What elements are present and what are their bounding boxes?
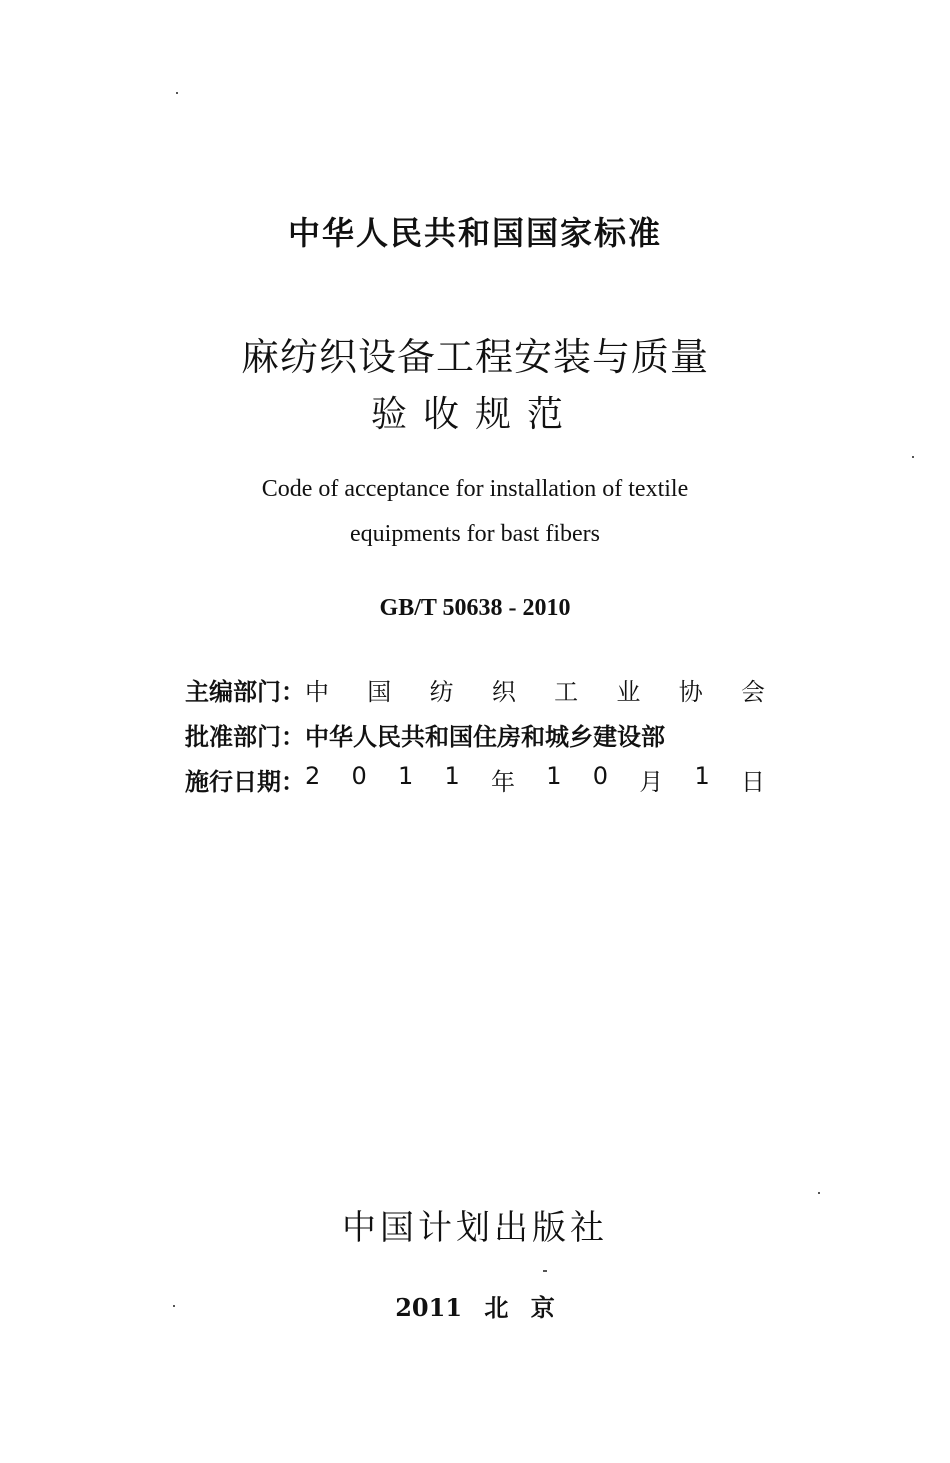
char: 织 [491, 678, 516, 706]
info-label: 施行日期： [185, 768, 305, 796]
char: 中 [305, 678, 329, 706]
title-en-line1: Code of acceptance for installation of textile [261, 476, 689, 502]
char: 纺 [429, 678, 454, 706]
char: 工 [554, 678, 579, 706]
scan-speck [543, 1270, 547, 1272]
scan-speck [176, 92, 178, 94]
char: 月 [639, 768, 664, 796]
char: 会 [740, 678, 765, 706]
char: 日 [740, 768, 765, 796]
char: 协 [678, 678, 703, 706]
approver-name: 中华人民共和国住房和城乡建设部 [305, 723, 665, 751]
title-zh-line1: 麻纺织设备工程安装与质量 [240, 335, 709, 379]
info-label: 主编部门： [185, 678, 305, 706]
publisher: 中国计划出版社 [342, 1208, 608, 1248]
char: 2 [305, 762, 321, 790]
char: 0 [351, 762, 367, 790]
standard-code: GB/T 50638 - 2010 [379, 595, 571, 621]
char: 年 [491, 768, 515, 796]
scan-speck [912, 456, 914, 458]
title-en-line2: equipments for bast fibers [350, 521, 600, 547]
info-value [305, 717, 765, 752]
info-label: 批准部门： [185, 723, 305, 751]
scan-speck [818, 1192, 820, 1194]
char: 1 [546, 762, 562, 790]
char: 1 [694, 762, 710, 790]
info-value [305, 762, 765, 797]
info-value [305, 672, 765, 707]
info-row-effective-date [185, 762, 765, 797]
national-standard-heading: 中华人民共和国国家标准 [287, 214, 662, 252]
title-zh-line2: 验收规范 [370, 394, 579, 435]
char: 业 [616, 678, 641, 706]
char: 0 [592, 762, 608, 790]
char: 1 [398, 762, 414, 790]
info-row-approver [185, 717, 765, 752]
publish-place-year: 2011 北 京 [395, 1293, 555, 1322]
char: 国 [367, 678, 392, 706]
info-row-editor [185, 672, 765, 707]
char: 1 [444, 762, 460, 790]
